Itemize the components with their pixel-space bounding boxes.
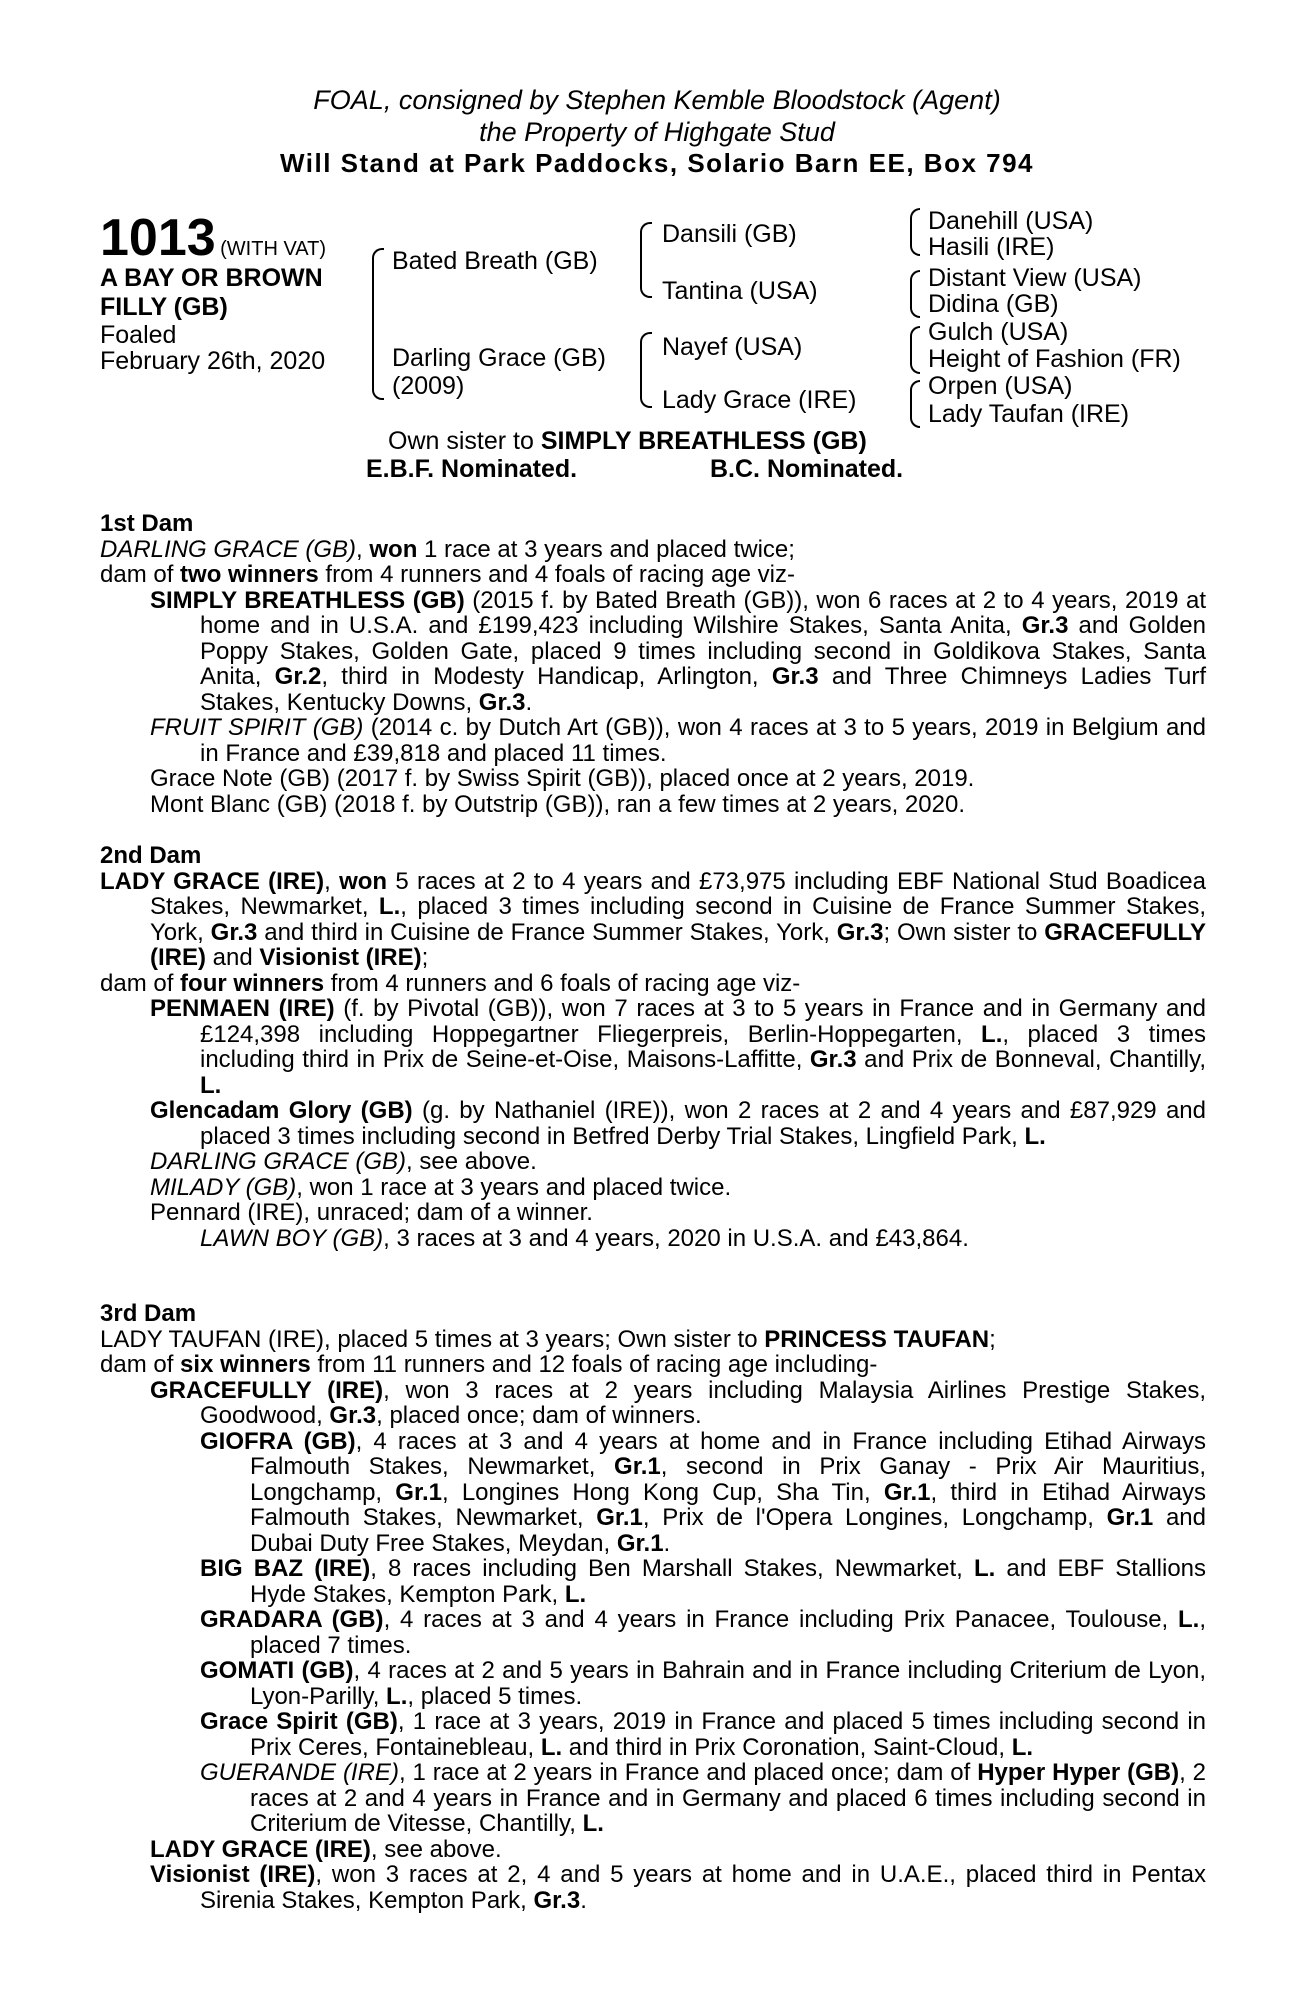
third-dam-produce-1: GRACEFULLY (IRE), won 3 races at 2 years including Malaysia Airlines Prestige Stakes, Goodwood, Gr.3, placed once; dam of winners. <box>150 1376 1207 1429</box>
first-dam-record: DARLING GRACE (GB), won 1 race at 3 years and placed twice; <box>100 535 795 563</box>
dam-dam-dam: Lady Taufan (IRE) <box>928 400 1130 428</box>
bc-nomination: B.C. Nominated. <box>710 455 904 483</box>
property-line: the Property of Highgate Stud <box>479 117 835 147</box>
dam-year: (2009) <box>392 372 465 400</box>
pedigree-brace-sire <box>640 222 652 298</box>
ebf-nomination: E.B.F. Nominated. <box>366 455 578 483</box>
second-dam-produce-4: MILADY (GB), won 1 race at 3 years and placed twice. <box>150 1173 732 1201</box>
pedigree-brace-ss <box>910 208 920 256</box>
lot-description-2: FILLY (GB) <box>100 293 228 321</box>
own-sister-name: SIMPLY BREATHLESS (GB) <box>540 427 867 455</box>
sire-sire: Dansili (GB) <box>662 220 797 248</box>
consignor-line: FOAL, consigned by Stephen Kemble Bloodstock (Agent) <box>313 85 1001 115</box>
dam-sire: Nayef (USA) <box>662 333 803 361</box>
first-dam-produce-2: FRUIT SPIRIT (GB) (2014 c. by Dutch Art (GB)), won 4 races at 3 to 5 years, 2019 in Belgium and in France and £39,818 and placed 11 times. <box>150 714 1206 767</box>
third-dam-record: LADY TAUFAN (IRE), placed 5 times at 3 years; Own sister to PRINCESS TAUFAN; <box>100 1325 996 1353</box>
vat-note: (WITH VAT) <box>220 238 327 260</box>
sire-dam-sire: Distant View (USA) <box>928 264 1142 292</box>
third-dam-grandproduce-4: GOMATI (GB), 4 races at 2 and 5 years in Bahrain and in France including Criterium de Lyon, Lyon-Parilly, L., placed 5 times. <box>200 1657 1206 1710</box>
third-dam-grandproduce-5: Grace Spirit (GB), 1 race at 3 years, 2019 in France and placed 5 times including second in Prix Ceres, Fontainebleau, L. and third in Prix Coronation, Saint-Cloud, L. <box>200 1708 1206 1761</box>
second-dam-produce-3: DARLING GRACE (GB), see above. <box>150 1148 537 1175</box>
second-dam-produce-2: Glencadam Glory (GB) (g. by Nathaniel (IRE)), won 2 races at 2 and 4 years and £87,929 and placed 3 times including second in Betfred Derby Trial Stakes, Lingfield Park, L. <box>150 1097 1206 1150</box>
first-dam-produce-summary: dam of two winners from 4 runners and 4 foals of racing age viz- <box>100 561 795 588</box>
lot-number-line <box>100 208 326 268</box>
own-sister-prefix: Own sister to <box>388 427 541 455</box>
first-dam-heading: 1st Dam <box>100 510 194 537</box>
second-dam-produce-1: PENMAEN (IRE) (f. by Pivotal (GB)), won 7 races at 3 to 5 years in France and in Germany and £124,398 including Hoppegartner Fliegerpreis, Berlin-Hoppegarten, L., placed 3 times including third in Prix de Seine-et-Oise, Maisons-Laffitte, Gr.3 and Prix de Bonneval, Chantilly, L. <box>150 995 1207 1099</box>
dam-dam: Lady Grace (IRE) <box>662 386 857 414</box>
foaled-label: Foaled <box>100 321 177 349</box>
third-dam-section <box>100 1301 1206 1913</box>
pedigree-brace-dd <box>910 380 920 428</box>
first-dam-produce-3: Grace Note (GB) (2017 f. by Swiss Spirit (GB)), placed once at 2 years, 2019. <box>150 765 975 792</box>
sire-name: Bated Breath (GB) <box>392 247 598 275</box>
dam-sire-sire: Gulch (USA) <box>928 318 1069 346</box>
lot-number: 1013 <box>100 209 216 267</box>
pedigree-brace-sd <box>910 270 920 318</box>
sire-sire-sire: Danehill (USA) <box>928 207 1094 235</box>
dam-sire-dam: Height of Fashion (FR) <box>928 345 1181 373</box>
second-dam-heading: 2nd Dam <box>100 842 202 869</box>
third-dam-produce-3: Visionist (IRE), won 3 races at 2, 4 and 5 years at home and in U.A.E., placed third in Pentax Sirenia Stakes, Kempton Park, Gr.3. <box>150 1861 1207 1914</box>
second-dam-produce-5: Pennard (IRE), unraced; dam of a winner. <box>150 1199 593 1226</box>
first-dam-produce-4: Mont Blanc (GB) (2018 f. by Outstrip (GB)), ran a few times at 2 years, 2020. <box>150 790 965 818</box>
second-dam-record: LADY GRACE (IRE), won 5 races at 2 to 4 years and £73,975 including EBF National Stud Boadicea Stakes, Newmarket, L., placed 3 times including second in Cuisine de France Summer Stakes, York, Gr.3 and third in Cuisine de France Summer Stakes, York, Gr.3; Own sister to GRACEFULLY (IRE) and Visionist (IRE); <box>100 867 1207 971</box>
foaled-date: February 26th, 2020 <box>100 347 326 375</box>
third-dam-produce-2: LADY GRACE (IRE), see above. <box>150 1835 502 1863</box>
sire-dam: Tantina (USA) <box>662 277 818 305</box>
dam-name: Darling Grace (GB) <box>392 344 606 372</box>
third-dam-grandproduce-2: BIG BAZ (IRE), 8 races including Ben Marshall Stakes, Newmarket, L. and EBF Stallions Hyde Stakes, Kempton Park, L. <box>200 1555 1207 1608</box>
second-dam-grandproduce-1: LAWN BOY (GB), 3 races at 3 and 4 years, 2020 in U.S.A. and £43,864. <box>200 1224 969 1252</box>
second-dam-produce-summary: dam of four winners from 4 runners and 6 foals of racing age viz- <box>100 969 801 997</box>
third-dam-grandproduce-3: GRADARA (GB), 4 races at 3 and 4 years in France including Prix Panacee, Toulouse, L., placed 7 times. <box>200 1606 1207 1659</box>
lot-description-1: A BAY OR BROWN <box>100 264 323 292</box>
sire-dam-dam: Didina (GB) <box>928 290 1059 318</box>
sire-sire-dam: Hasili (IRE) <box>928 233 1055 261</box>
third-dam-grandproduce-6: GUERANDE (IRE), 1 race at 2 years in France and placed once; dam of Hyper Hyper (GB), 2 races at 2 and 4 years in France and in Germany and placed 6 times including second in Criterium de Vitesse, Chantilly, L. <box>200 1759 1206 1837</box>
third-dam-grandproduce-1: GIOFRA (GB), 4 races at 3 and 4 years at home and in France including Etihad Airways Falmouth Stakes, Newmarket, Gr.1, second in Prix Ganay - Prix Air Mauritius, Longchamp, Gr.1, Longines Hong Kong Cup, Sha Tin, Gr.1, third in Etihad Airways Falmouth Stakes, Newmarket, Gr.1, Prix de l'Opera Longines, Longchamp, Gr.1 and Dubai Duty Free Stakes, Meydan, Gr.1. <box>200 1427 1207 1557</box>
third-dam-heading: 3rd Dam <box>100 1300 197 1327</box>
second-dam-section <box>100 843 1206 1251</box>
pedigree-brace-ds <box>910 326 920 374</box>
dam-dam-sire: Orpen (USA) <box>928 372 1073 400</box>
own-sister-line <box>388 427 867 456</box>
first-dam-produce-1: SIMPLY BREATHLESS (GB) (2015 f. by Bated Breath (GB)), won 6 races at 2 to 4 years, 2019 at home and in U.S.A. and £199,423 including Wilshire Stakes, Santa Anita, Gr.3 and Golden Poppy Stakes, Golden Gate, placed 9 times including second in Goldikova Stakes, Santa Anita, Gr.2, third in Modesty Handicap, Arlington, Gr.3 and Three Chimneys Ladies Turf Stakes, Kentucky Downs, Gr.3. <box>150 586 1206 716</box>
pedigree-brace-dam <box>640 332 652 408</box>
third-dam-produce-summary: dam of six winners from 11 runners and 12 foals of racing age including- <box>100 1351 878 1378</box>
first-dam-section <box>100 511 1206 817</box>
location-line: Will Stand at Park Paddocks, Solario Barn EE, Box 794 <box>279 148 1035 178</box>
pedigree-brace-main <box>372 248 384 400</box>
